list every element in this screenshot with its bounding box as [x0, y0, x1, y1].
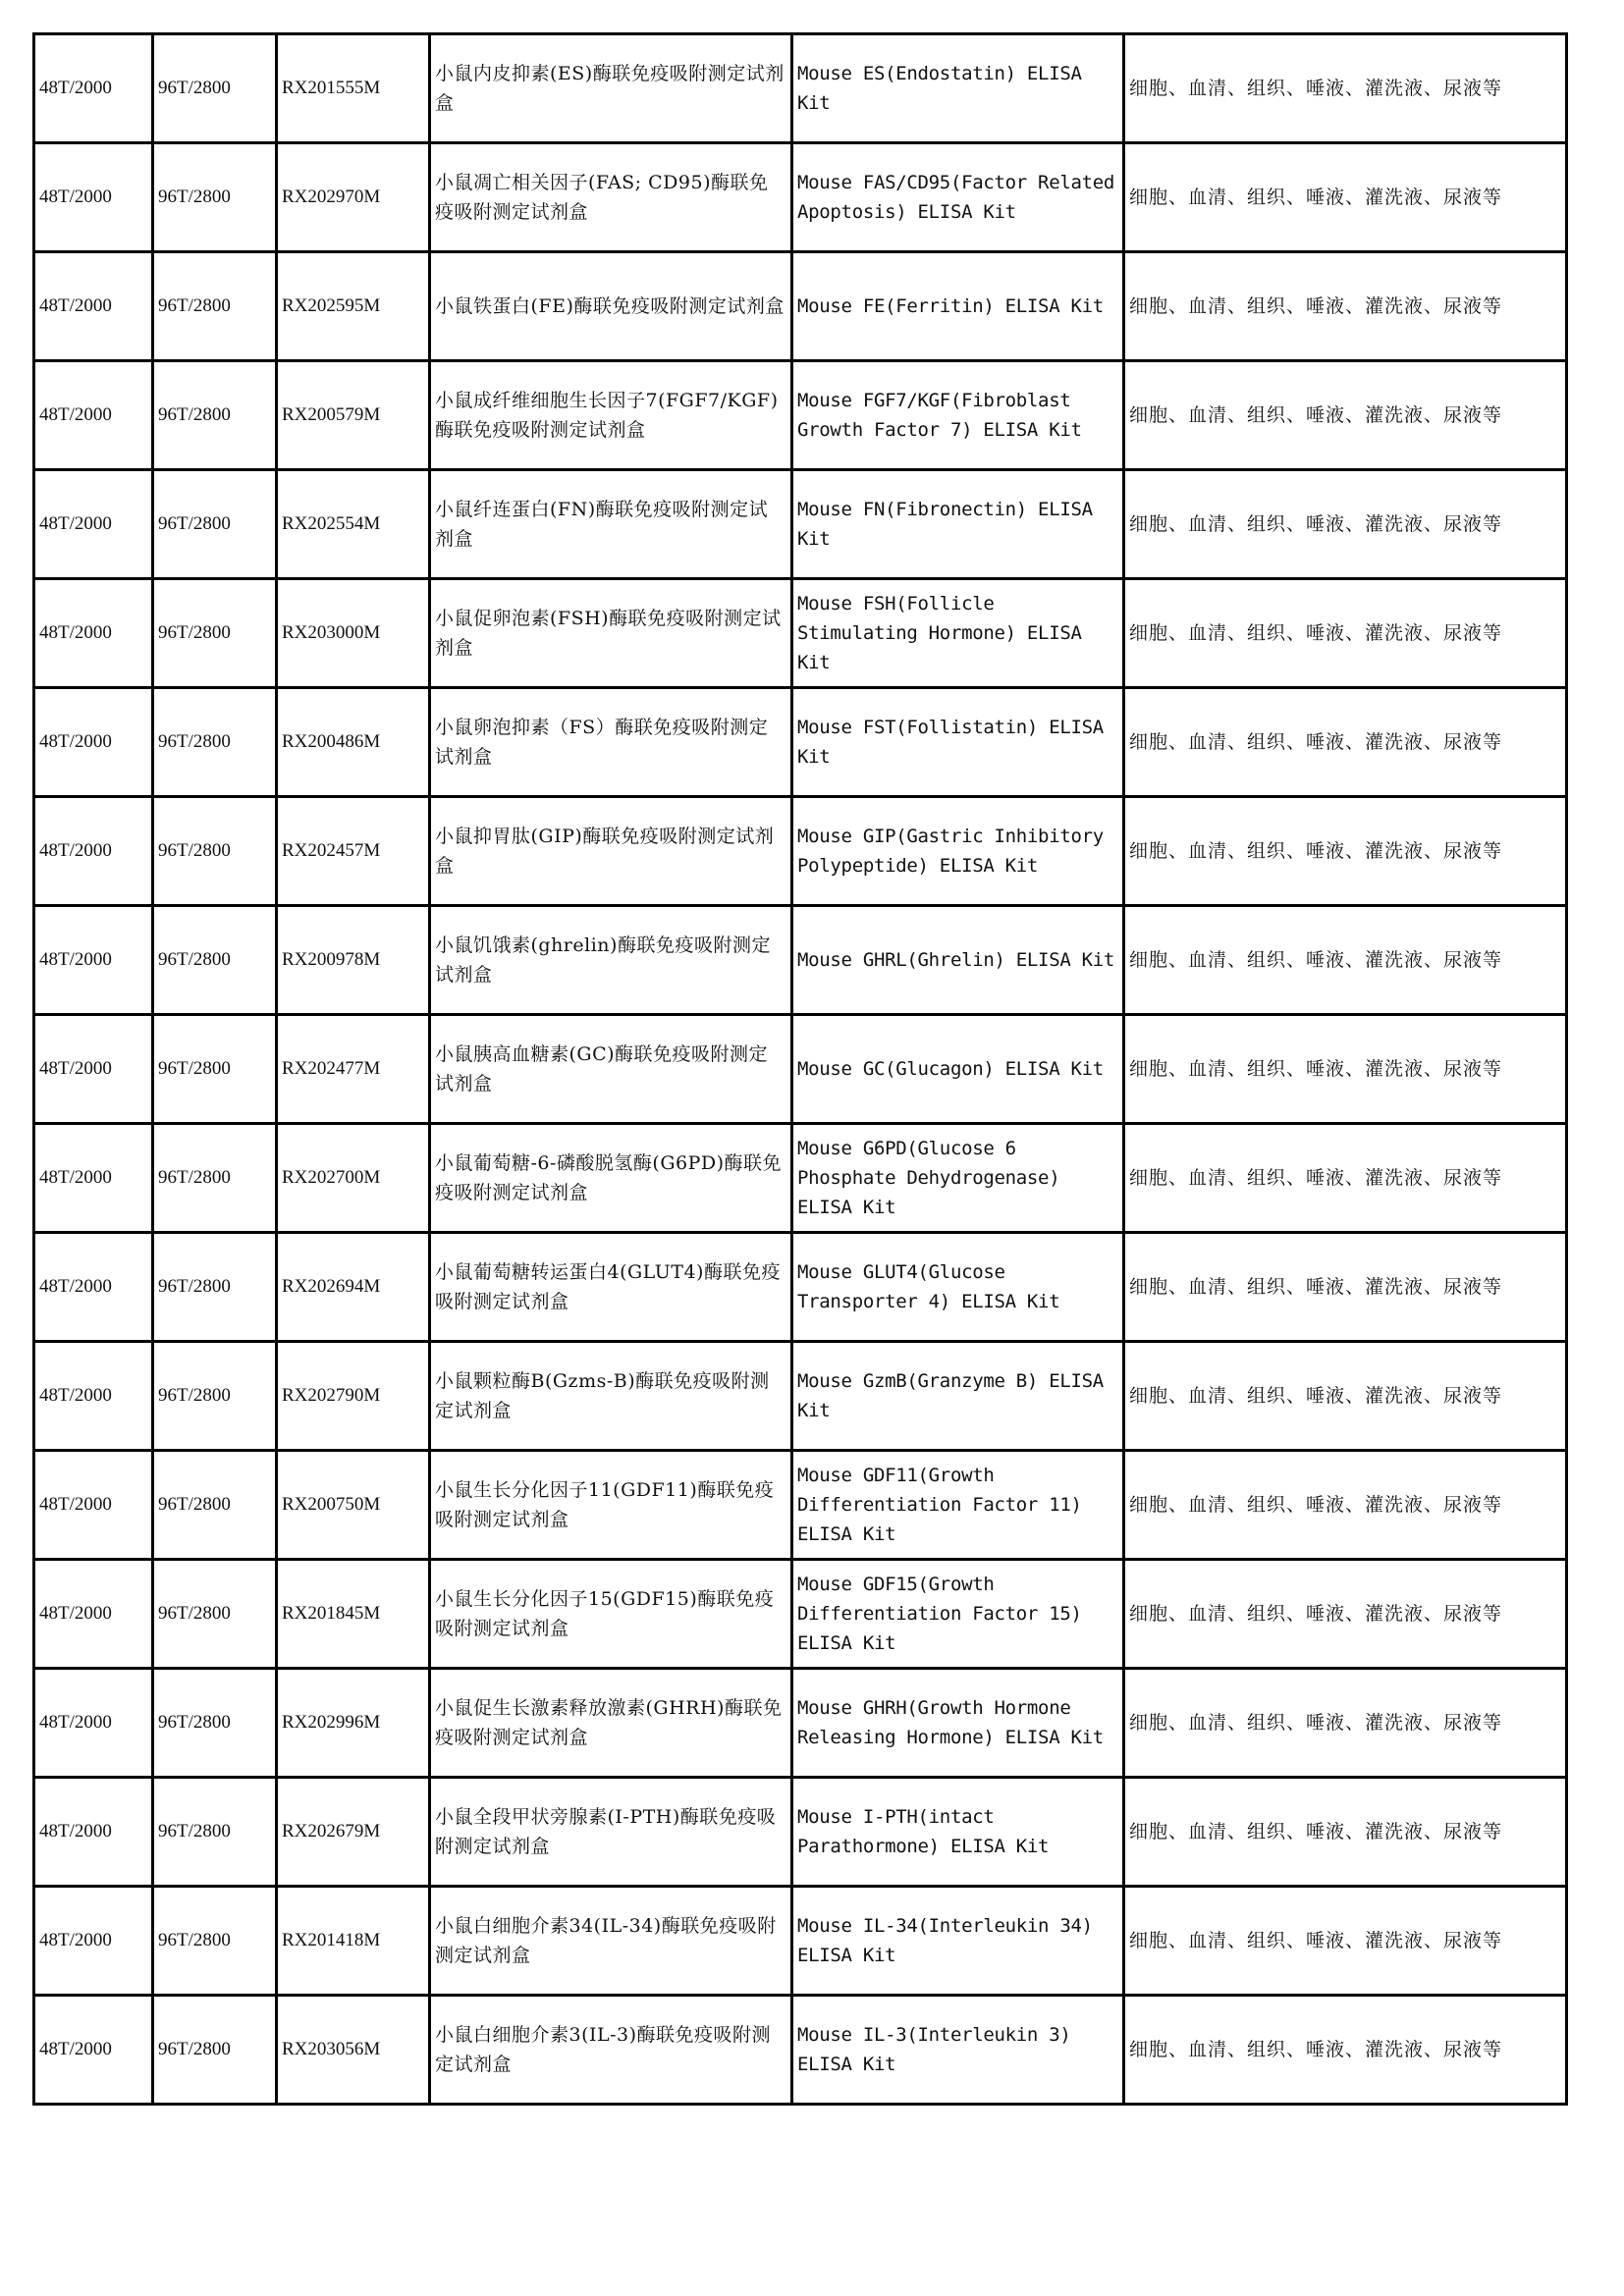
chinese-name-cell: 小鼠颗粒酶B(Gzms-B)酶联免疫吸附测定试剂盒	[430, 1342, 792, 1451]
table-row	[34, 906, 1567, 1015]
size-96t-price-cell: 96T/2800	[153, 1560, 277, 1669]
chinese-name-cell: 小鼠促卵泡素(FSH)酶联免疫吸附测定试剂盒	[430, 579, 792, 688]
chinese-name-cell: 小鼠凋亡相关因子(FAS; CD95)酶联免疫吸附测定试剂盒	[430, 143, 792, 252]
table-row	[34, 1778, 1567, 1887]
size-96t-price-cell: 96T/2800	[153, 1451, 277, 1560]
sample-types-cell: 细胞、血清、组织、唾液、灌洗液、尿液等	[1124, 906, 1567, 1015]
table-row	[34, 797, 1567, 906]
sample-types-cell: 细胞、血清、组织、唾液、灌洗液、尿液等	[1124, 797, 1567, 906]
sample-types-cell: 细胞、血清、组织、唾液、灌洗液、尿液等	[1124, 470, 1567, 579]
size-96t-price-cell: 96T/2800	[153, 906, 277, 1015]
english-name-cell: Mouse I-PTH(intact Parathormone) ELISA Kit	[792, 1778, 1124, 1887]
catalog-number-cell: RX202996M	[277, 1669, 430, 1778]
size-48t-price-cell: 48T/2000	[34, 1996, 153, 2105]
catalog-number-cell: RX202700M	[277, 1124, 430, 1233]
table-row	[34, 1342, 1567, 1451]
table-row	[34, 361, 1567, 470]
size-48t-price-cell: 48T/2000	[34, 470, 153, 579]
size-96t-price-cell: 96T/2800	[153, 1015, 277, 1124]
size-96t-price-cell: 96T/2800	[153, 1778, 277, 1887]
size-96t-price-cell: 96T/2800	[153, 34, 277, 143]
table-row	[34, 1887, 1567, 1996]
size-96t-price-cell: 96T/2800	[153, 1669, 277, 1778]
sample-types-cell: 细胞、血清、组织、唾液、灌洗液、尿液等	[1124, 688, 1567, 797]
sample-types-cell: 细胞、血清、组织、唾液、灌洗液、尿液等	[1124, 143, 1567, 252]
catalog-number-cell: RX202790M	[277, 1342, 430, 1451]
sample-types-cell: 细胞、血清、组织、唾液、灌洗液、尿液等	[1124, 1560, 1567, 1669]
size-48t-price-cell: 48T/2000	[34, 1451, 153, 1560]
table-row	[34, 579, 1567, 688]
table-row	[34, 34, 1567, 143]
catalog-number-cell: RX200750M	[277, 1451, 430, 1560]
sample-types-cell: 细胞、血清、组织、唾液、灌洗液、尿液等	[1124, 1124, 1567, 1233]
english-name-cell: Mouse GHRH(Growth Hormone Releasing Hormone) ELISA Kit	[792, 1669, 1124, 1778]
chinese-name-cell: 小鼠成纤维细胞生长因子7(FGF7/KGF)酶联免疫吸附测定试剂盒	[430, 361, 792, 470]
chinese-name-cell: 小鼠卵泡抑素（FS）酶联免疫吸附测定试剂盒	[430, 688, 792, 797]
chinese-name-cell: 小鼠胰高血糖素(GC)酶联免疫吸附测定试剂盒	[430, 1015, 792, 1124]
size-48t-price-cell: 48T/2000	[34, 34, 153, 143]
size-48t-price-cell: 48T/2000	[34, 797, 153, 906]
catalog-number-cell: RX202457M	[277, 797, 430, 906]
size-96t-price-cell: 96T/2800	[153, 252, 277, 361]
catalog-number-cell: RX202694M	[277, 1233, 430, 1342]
size-96t-price-cell: 96T/2800	[153, 688, 277, 797]
english-name-cell: Mouse FSH(Follicle Stimulating Hormone) ELISA Kit	[792, 579, 1124, 688]
chinese-name-cell: 小鼠白细胞介素3(IL-3)酶联免疫吸附测定试剂盒	[430, 1996, 792, 2105]
catalog-number-cell: RX202477M	[277, 1015, 430, 1124]
size-96t-price-cell: 96T/2800	[153, 470, 277, 579]
size-48t-price-cell: 48T/2000	[34, 1124, 153, 1233]
catalog-number-cell: RX200486M	[277, 688, 430, 797]
chinese-name-cell: 小鼠全段甲状旁腺素(I-PTH)酶联免疫吸附测定试剂盒	[430, 1778, 792, 1887]
chinese-name-cell: 小鼠促生长激素释放激素(GHRH)酶联免疫吸附测定试剂盒	[430, 1669, 792, 1778]
sample-types-cell: 细胞、血清、组织、唾液、灌洗液、尿液等	[1124, 579, 1567, 688]
english-name-cell: Mouse FN(Fibronectin) ELISA Kit	[792, 470, 1124, 579]
catalog-number-cell: RX202970M	[277, 143, 430, 252]
chinese-name-cell: 小鼠抑胃肽(GIP)酶联免疫吸附测定试剂盒	[430, 797, 792, 906]
table-row	[34, 470, 1567, 579]
sample-types-cell: 细胞、血清、组织、唾液、灌洗液、尿液等	[1124, 361, 1567, 470]
chinese-name-cell: 小鼠生长分化因子11(GDF11)酶联免疫吸附测定试剂盒	[430, 1451, 792, 1560]
document-page	[32, 32, 1568, 2106]
size-96t-price-cell: 96T/2800	[153, 1996, 277, 2105]
sample-types-cell: 细胞、血清、组织、唾液、灌洗液、尿液等	[1124, 1669, 1567, 1778]
size-96t-price-cell: 96T/2800	[153, 361, 277, 470]
catalog-number-cell: RX201845M	[277, 1560, 430, 1669]
size-48t-price-cell: 48T/2000	[34, 579, 153, 688]
size-48t-price-cell: 48T/2000	[34, 906, 153, 1015]
english-name-cell: Mouse ES(Endostatin) ELISA Kit	[792, 34, 1124, 143]
size-48t-price-cell: 48T/2000	[34, 1887, 153, 1996]
table-body	[34, 34, 1567, 2105]
sample-types-cell: 细胞、血清、组织、唾液、灌洗液、尿液等	[1124, 1887, 1567, 1996]
chinese-name-cell: 小鼠生长分化因子15(GDF15)酶联免疫吸附测定试剂盒	[430, 1560, 792, 1669]
elisa-kit-table	[32, 32, 1568, 2106]
table-row	[34, 688, 1567, 797]
table-row	[34, 1015, 1567, 1124]
size-96t-price-cell: 96T/2800	[153, 1233, 277, 1342]
sample-types-cell: 细胞、血清、组织、唾液、灌洗液、尿液等	[1124, 1233, 1567, 1342]
english-name-cell: Mouse GzmB(Granzyme B) ELISA Kit	[792, 1342, 1124, 1451]
table-row	[34, 1669, 1567, 1778]
sample-types-cell: 细胞、血清、组织、唾液、灌洗液、尿液等	[1124, 1451, 1567, 1560]
english-name-cell: Mouse IL-3(Interleukin 3) ELISA Kit	[792, 1996, 1124, 2105]
catalog-number-cell: RX203000M	[277, 579, 430, 688]
catalog-number-cell: RX203056M	[277, 1996, 430, 2105]
size-48t-price-cell: 48T/2000	[34, 1015, 153, 1124]
table-row	[34, 1451, 1567, 1560]
catalog-number-cell: RX202554M	[277, 470, 430, 579]
chinese-name-cell: 小鼠内皮抑素(ES)酶联免疫吸附测定试剂盒	[430, 34, 792, 143]
size-96t-price-cell: 96T/2800	[153, 143, 277, 252]
chinese-name-cell: 小鼠葡萄糖转运蛋白4(GLUT4)酶联免疫吸附测定试剂盒	[430, 1233, 792, 1342]
size-96t-price-cell: 96T/2800	[153, 1342, 277, 1451]
english-name-cell: Mouse GLUT4(Glucose Transporter 4) ELISA Kit	[792, 1233, 1124, 1342]
size-48t-price-cell: 48T/2000	[34, 361, 153, 470]
size-48t-price-cell: 48T/2000	[34, 143, 153, 252]
table-row	[34, 1233, 1567, 1342]
size-48t-price-cell: 48T/2000	[34, 1342, 153, 1451]
english-name-cell: Mouse GIP(Gastric Inhibitory Polypeptide) ELISA Kit	[792, 797, 1124, 906]
size-96t-price-cell: 96T/2800	[153, 1124, 277, 1233]
english-name-cell: Mouse GDF11(Growth Differentiation Factor 11) ELISA Kit	[792, 1451, 1124, 1560]
catalog-number-cell: RX200978M	[277, 906, 430, 1015]
chinese-name-cell: 小鼠葡萄糖-6-磷酸脱氢酶(G6PD)酶联免疫吸附测定试剂盒	[430, 1124, 792, 1233]
sample-types-cell: 细胞、血清、组织、唾液、灌洗液、尿液等	[1124, 1778, 1567, 1887]
english-name-cell: Mouse IL-34(Interleukin 34) ELISA Kit	[792, 1887, 1124, 1996]
catalog-number-cell: RX201555M	[277, 34, 430, 143]
english-name-cell: Mouse FGF7/KGF(Fibroblast Growth Factor 7) ELISA Kit	[792, 361, 1124, 470]
english-name-cell: Mouse GDF15(Growth Differentiation Factor 15) ELISA Kit	[792, 1560, 1124, 1669]
catalog-number-cell: RX202679M	[277, 1778, 430, 1887]
size-96t-price-cell: 96T/2800	[153, 579, 277, 688]
catalog-number-cell: RX201418M	[277, 1887, 430, 1996]
catalog-number-cell: RX202595M	[277, 252, 430, 361]
table-row	[34, 143, 1567, 252]
size-48t-price-cell: 48T/2000	[34, 252, 153, 361]
table-row	[34, 1996, 1567, 2105]
chinese-name-cell: 小鼠铁蛋白(FE)酶联免疫吸附测定试剂盒	[430, 252, 792, 361]
size-96t-price-cell: 96T/2800	[153, 797, 277, 906]
english-name-cell: Mouse GC(Glucagon) ELISA Kit	[792, 1015, 1124, 1124]
table-row	[34, 1124, 1567, 1233]
size-96t-price-cell: 96T/2800	[153, 1887, 277, 1996]
english-name-cell: Mouse FE(Ferritin) ELISA Kit	[792, 252, 1124, 361]
sample-types-cell: 细胞、血清、组织、唾液、灌洗液、尿液等	[1124, 1996, 1567, 2105]
chinese-name-cell: 小鼠白细胞介素34(IL-34)酶联免疫吸附测定试剂盒	[430, 1887, 792, 1996]
table-row	[34, 1560, 1567, 1669]
catalog-number-cell: RX200579M	[277, 361, 430, 470]
size-48t-price-cell: 48T/2000	[34, 688, 153, 797]
size-48t-price-cell: 48T/2000	[34, 1560, 153, 1669]
sample-types-cell: 细胞、血清、组织、唾液、灌洗液、尿液等	[1124, 1342, 1567, 1451]
english-name-cell: Mouse FAS/CD95(Factor Related Apoptosis) ELISA Kit	[792, 143, 1124, 252]
chinese-name-cell: 小鼠纤连蛋白(FN)酶联免疫吸附测定试剂盒	[430, 470, 792, 579]
size-48t-price-cell: 48T/2000	[34, 1778, 153, 1887]
sample-types-cell: 细胞、血清、组织、唾液、灌洗液、尿液等	[1124, 252, 1567, 361]
size-48t-price-cell: 48T/2000	[34, 1233, 153, 1342]
size-48t-price-cell: 48T/2000	[34, 1669, 153, 1778]
sample-types-cell: 细胞、血清、组织、唾液、灌洗液、尿液等	[1124, 1015, 1567, 1124]
chinese-name-cell: 小鼠饥饿素(ghrelin)酶联免疫吸附测定试剂盒	[430, 906, 792, 1015]
english-name-cell: Mouse GHRL(Ghrelin) ELISA Kit	[792, 906, 1124, 1015]
sample-types-cell: 细胞、血清、组织、唾液、灌洗液、尿液等	[1124, 34, 1567, 143]
english-name-cell: Mouse G6PD(Glucose 6 Phosphate Dehydrogenase) ELISA Kit	[792, 1124, 1124, 1233]
table-row	[34, 252, 1567, 361]
english-name-cell: Mouse FST(Follistatin) ELISA Kit	[792, 688, 1124, 797]
